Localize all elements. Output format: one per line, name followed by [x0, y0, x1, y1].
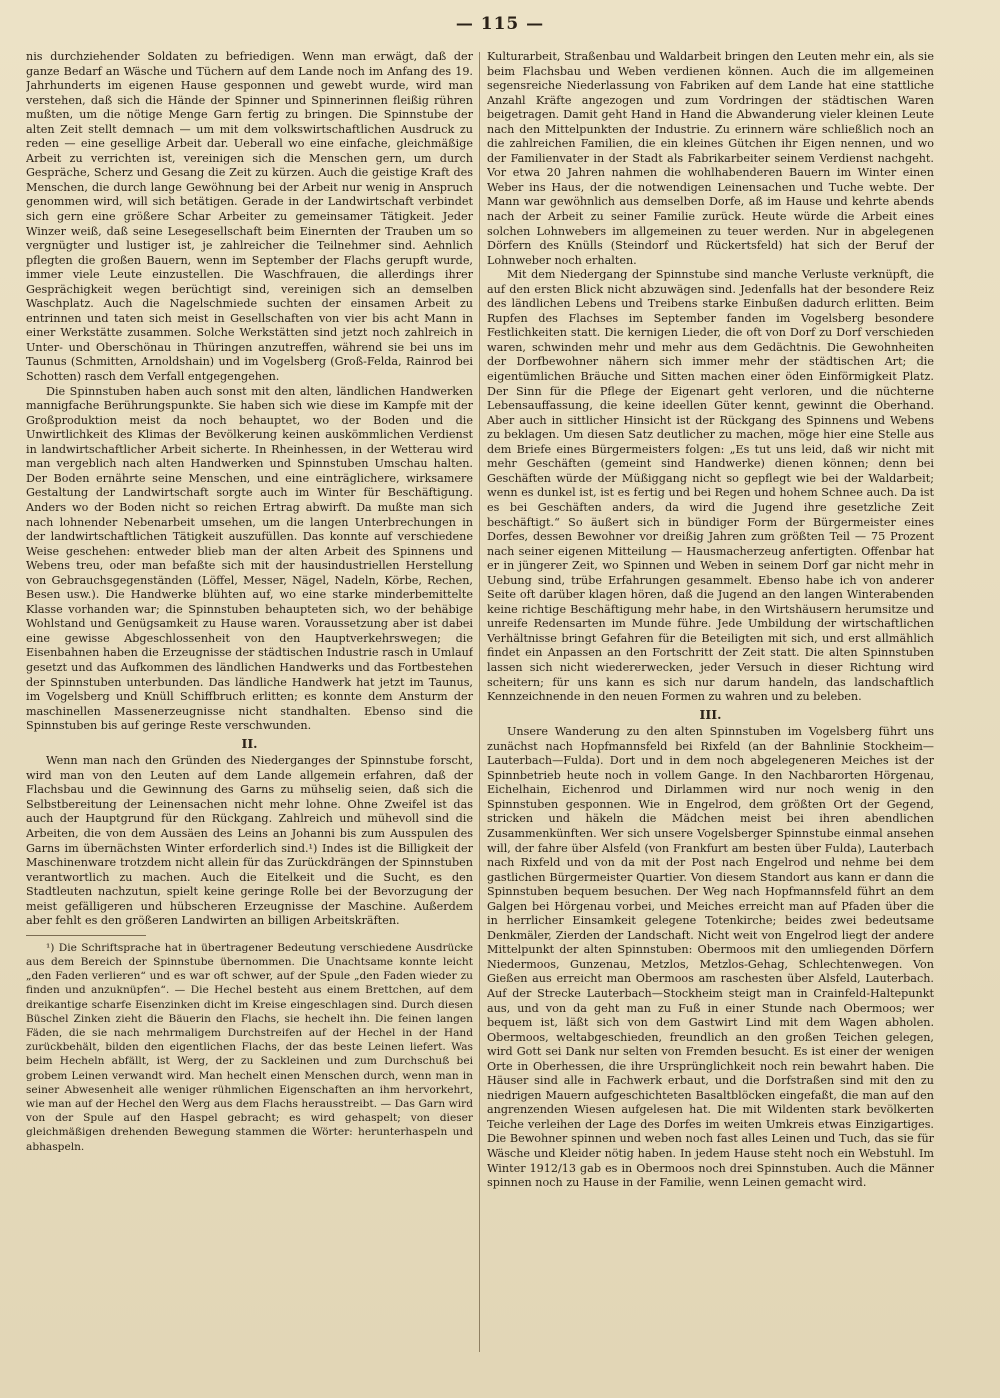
paragraph: Kulturarbeit, Straßenbau und Waldarbeit bringen den Leuten mehr ein, als sie beim Flachsbau und Weben verdienen können. Auch die im allgemeinen segensreiche Niederlassung von Fabriken auf dem Lande hat eine stattliche Anzahl Kräfte angezogen und zum Vordringen der städtischen Waren beigetragen. Damit geht Hand in Hand die Abwanderung vieler kleinen Leute nach den Mittelpunkten der Industrie. Zu erinnern wäre schließlich noch an die zahlreichen Familien, die ein kleines Gütchen ihr Eigen nennen, und wo der Familienvater in der Stadt als Fabrikarbeiter seinem Verdienst nachgeht. Vor etwa 20 Jahren nahmen die wohlhabenderen Bauern im Winter einen Weber ins Haus, der die notwendigen Leinensachen und Tuche webte. Der Mann war gewöhnlich aus demselben Dorfe, aß im Hause und kehrte abends nach der Arbeit zu seiner Familie zurück. Heute würde die Arbeit eines solchen Lohnwebers im allgemeinen zu teuer werden. Nur in abgelegenen Dörfern des Knülls (Steindorf und Rückertsfeld) hat sich der Beruf der Lohnweber noch erhalten.: [487, 50, 934, 267]
footnote-rule: [26, 935, 146, 936]
right-column: [487, 50, 934, 1382]
section-heading-3: III.: [699, 706, 722, 722]
section-heading-2: II.: [241, 735, 258, 751]
page-number: — 115 —: [455, 14, 545, 34]
paragraph: Wenn man nach den Gründen des Niederganges der Spinnstube forscht, wird man von den Leuten auf dem Lande allgemein erfahren, daß der Flachsbau und die Gewinnung des Garns zu mühselig seien, daß sich die Selbstbereitung der Leinensachen nicht mehr lohne. Ohne Zweifel ist das auch der Hauptgrund für den Rückgang. Zahlreich und mühevoll sind die Arbeiten, die von dem Aussäen des Leins an Johanni bis zum Ausspulen des Garns im übernächsten Winter erforderlich sind.¹) Indes ist die Billigkeit der Maschinenware trotzdem nicht allein für das Zurückdrängen der Spinnstuben verantwortlich zu machen. Auch die Eitelkeit und die Sucht, es den Stadtleuten nachzutun, spielt keine geringe Rolle bei der Bevorzugung der meist gefälligeren und hübscheren Erzeugnisse der Maschine. Außerdem aber fehlt es den größeren Landwirten an billigen Arbeitskräften.: [26, 754, 473, 928]
paragraph: Mit dem Niedergang der Spinnstube sind manche Verluste verknüpft, die auf den ersten Blick nicht abzuwägen sind. Jedenfalls hat der besondere Reiz des ländlichen Lebens und Treibens starke Einbußen dadurch erlitten. Beim Rupfen des Flachses im September fanden im Vogelsberg besondere Festlichkeiten statt. Die kernigen Lieder, die oft von Dorf zu Dorf verschieden waren, schwinden mehr und mehr aus dem Gedächtnis. Die Gewohnheiten der Dorfbewohner nähern sich immer mehr der städtischen Art; die eigentümlichen Bräuche und Sitten machen einer öden Einförmigkeit Platz. Der Sinn für die Pflege der Eigenart geht verloren, und die nüchterne Lebensauffassung, die keine ideellen Güter kennt, gewinnt die Oberhand. Aber auch in sittlicher Hinsicht ist der Rückgang des Spinnens und Webens zu beklagen. Um diesen Satz deutlicher zu machen, möge hier eine Stelle aus dem Briefe eines Bürgermeisters folgen: „Es tut uns leid, daß wir nicht mit mehr Geschäften (gemeint sind Handwerke) dienen können; denn bei Geschäften würde der Müßiggang nicht so gepflegt wie bei der Waldarbeit; wenn es dunkel ist, ist es fertig und bei Regen und hohem Schnee auch. Da ist es bei Geschäften anders, da wird die Jugend ihre gesetzliche Zeit beschäftigt.“ So äußert sich in bündiger Form der Bürgermeister eines Dorfes, dessen Bewohner vor dreißig Jahren zum größten Teil — 75 Prozent nach seiner eigenen Mitteilung — Hausmacherzeug anfertigten. Offenbar hat er in jüngerer Zeit, wo Spinnen und Weben in seinem Dorf gar nicht mehr in Uebung sind, trübe Erfahrungen gesammelt. Ebenso habe ich von anderer Seite oft darüber klagen hören, daß die Jugend an den langen Winterabenden keine richtige Beschäftigung mehr habe, in den Wirtshäusern herumsitze und unreife Redensarten im Munde führe. Jede Umbildung der wirtschaftlichen Verhältnisse bringt Gefahren für die Beteiligten mit sich, und erst allmählich findet ein Anpassen an den Fortschritt der Zeit statt. Die alten Spinnstuben lassen sich nicht wiedererwecken, jeder Versuch in dieser Richtung wird scheitern; für uns kann es sich nur darum handeln, das landschaftlich Kennzeichnende in den neuen Formen zu wahren und zu beleben.: [487, 268, 934, 704]
footnote: ¹) Die Schriftsprache hat in übertragener Bedeutung verschiedene Ausdrücke aus dem Bereich der Spinnstube übernommen. Die Unachtsame konnte leicht „den Faden verlieren“ und es war oft schwer, auf der Spule „den Faden wieder zu finden und anzuknüpfen“. — Die Hechel besteht aus einem Brettchen, auf dem dreikantige scharfe Eisenzinken dicht im Kreise eingeschlagen sind. Durch diesen Büschel Zinken zieht die Bäuerin den Flachs, sie hechelt ihn. Die feinen langen Fäden, die sie nach mehrmaligem Durchstreifen auf der Hechel in der Hand zurückbehält, bilden den eigentlichen Flachs, der das beste Leinen liefert. Was beim Hecheln abfällt, ist Werg, der zu Sackleinen und zum Durchschuß bei grobem Leinen verwandt wird. Man hechelt einen Menschen durch, wenn man in seiner Abwesenheit alle weniger rühmlichen Eigenschaften an ihm hervorkehrt, wie man auf der Hechel den Werg aus dem Flachs herausstreibt. — Das Garn wird von der Spule auf den Haspel gebracht; es wird gehaspelt; von dieser gleichmäßigen drehenden Bewegung stammen die Wörter: herunterhaspeln und abhaspeln.: [26, 941, 473, 1153]
left-column: [26, 50, 473, 1382]
paragraph: Die Spinnstuben haben auch sonst mit den alten, ländlichen Handwerken mannigfache Berührungspunkte. Sie haben sich wie diese im Kampfe mit der Großproduktion meist da noch behauptet, wo der Boden und die Unwirtlichkeit des Klimas der Bevölkerung keinen auskömmlichen Verdienst in landwirtschaftlicher Arbeit sicherte. In Rheinhessen, in der Wetterau wird man vergeblich nach alten Handwerken und Spinnstuben Umschau halten. Der Boden ernährte seine Menschen, und eine einträglichere, wirksamere Gestaltung der Landwirtschaft sorgte auch im Winter für Beschäftigung. Anders wo der Boden nicht so reichen Ertrag abwirft. Da mußte man sich nach lohnender Nebenarbeit umsehen, um die langen Unterbrechungen in der landwirtschaftlichen Tätigkeit auszufüllen. Das konnte auf verschiedene Weise geschehen: entweder blieb man der alten Arbeit des Spinnens und Webens treu, oder man befaßte sich mit der hausindustriellen Herstellung von Gebrauchsgegenständen (Löffel, Messer, Nägel, Nadeln, Körbe, Rechen, Besen usw.). Die Handwerke blühten auf, wo eine starke minderbemittelte Klasse vorhanden war; die Spinnstuben behaupteten sich, wo der behäbige Wohlstand und Genügsamkeit zu Hause waren. Voraussetzung aber ist dabei eine gewisse Abgeschlossenheit von den Hauptverkehrswegen; die Eisenbahnen haben die Erzeugnisse der städtischen Industrie rasch in Umlauf gesetzt und das Aufkommen des ländlichen Handwerks und das Fortbestehen der Spinnstuben unterbunden. Das ländliche Handwerk hat jetzt im Taunus, im Vogelsberg und Knüll Schiffbruch erlitten; es konnte dem Ansturm der maschinellen Massenerzeugnisse nicht standhalten. Ebenso sind die Spinnstuben bis auf geringe Reste verschwunden.: [26, 384, 473, 733]
paragraph: nis durchziehender Soldaten zu befriedigen. Wenn man erwägt, daß der ganze Bedarf an Wäsche und Tüchern auf dem Lande noch im Anfang des 19. Jahrhunderts im eigenen Hause gesponnen und gewebt wurde, wird man verstehen, daß sich die Hände der Spinner und Spinnerinnen fleißig rühren mußten, um die nötige Menge Garn fertig zu bringen. Die Spinnstube der alten Zeit stellt demnach — um mit dem volkswirtschaftlichen Ausdruck zu reden — eine gesellige Arbeit dar. Ueberall wo eine einfache, gleichmäßige Arbeit zu verrichten ist, vereinigen sich die Menschen gern, um durch Gespräche, Scherz und Gesang die Zeit zu kürzen. Auch die geistige Kraft des Menschen, die durch lange Gewöhnung bei der Arbeit nur wenig in Anspruch genommen wird, will sich betätigen. Gerade in der Landwirtschaft verbindet sich gern eine größere Schar Arbeiter zu gemeinsamer Tätigkeit. Jeder Winzer weiß, daß seine Lesegesellschaft beim Einernten der Trauben um so vergnügter und lustiger ist, je zahlreicher die Teilnehmer sind. Aehnlich pflegten die großen Bauern, wenn im September der Flachs gerupft wurde, immer viele Leute einzustellen. Die Waschfrauen, die allerdings ihrer Gesprächigkeit wegen berüchtigt sind, vereinigen sich an demselben Waschplatz. Auch die Nagelschmiede suchten der einsamen Arbeit zu entrinnen und taten sich meist in Gesellschaften von vier bis acht Mann in einer Werkstätte zusammen. Solche Werkstätten sind jetzt noch zahlreich in Unter- und Oberschönau in Thüringen anzutreffen, während sie bei uns im Taunus (Schmitten, Arnoldshain) und im Vogelsberg (Groß-Felda, Rainrod bei Schotten) rasch dem Verfall entgegengehen.: [26, 50, 473, 384]
paragraph: Unsere Wanderung zu den alten Spinnstuben im Vogelsberg führt uns zunächst nach Hopfmannsfeld bei Rixfeld (an der Bahnlinie Stockheim—Lauterbach—Fulda). Dort und in dem noch abgelegeneren Meiches ist der Spinnbetrieb heute noch in vollem Gange. In den Nachbarorten Hörgenau, Eichelhain, Eichenrod und Dirlammen wird nur noch wenig in den Spinnstuben gesponnen. Wie in Engelrod, dem größten Ort der Gegend, stricken und häkeln die Mädchen meist bei ihren abendlichen Zusammenkünften. Wer sich unsere Vogelsberger Spinnstube einmal ansehen will, der fahre über Alsfeld (von Frankfurt am besten über Fulda), Lauterbach nach Rixfeld und von da mit der Post nach Engelrod und nehme bei dem gastlichen Bürgermeister Quartier. Von diesem Standort aus kann er dann die Spinnstuben bequem besuchen. Der Weg nach Hopfmannsfeld führt an dem Galgen bei Hörgenau vorbei, und Meiches erreicht man auf Pfaden über die in herrlicher Einsamkeit gelegene Totenkirche; beides zwei bedeutsame Denkmäler, Zierden der Landschaft. Nicht weit von Engelrod liegt der andere Mittelpunkt der alten Spinnstuben: Obermoos mit den umliegenden Dörfern Niedermoos, Gunzenau, Metzlos, Metzlos-Gehag, Schlechtenwegen. Von Gießen aus erreicht man Obermoos am raschesten über Alsfeld, Lauterbach. Auf der Strecke Lauterbach—Stockheim steigt man in Crainfeld-Haltepunkt aus, und von da geht man zu Fuß in einer Stunde nach Obermoos; wer bequem ist, läßt sich von dem Gastwirt Lind mit dem Wagen abholen. Obermoos, weltabgeschieden, freundlich an den großen Teichen gelegen, wird Gott sei Dank nur selten von Fremden besucht. Es ist einer der wenigen Orte in Oberhessen, die ihre Ursprünglichkeit noch rein bewahrt haben. Die Häuser sind alle in Fachwerk erbaut, und die Dorfstraßen sind mit den zu niedrigen Mauern aufgeschichteten Basaltblöcken eingefaßt, die man auf den angrenzenden Wiesen aufgelesen hat. Die mit Wildenten stark bevölkerten Teiche verleihen der Lage des Dorfes im weiten Umkreis etwas Einzigartiges. Die Bewohner spinnen und weben noch fast alles Leinen und Tuch, das sie für Wäsche und Kleider nötig haben. In jedem Hause steht noch ein Webstuhl. Im Winter 1912/13 gab es in Obermoos noch drei Spinnstuben. Auch die Männer spinnen noch zu Hause in der Familie, wenn Leinen gemacht wird.: [487, 725, 934, 1190]
column-divider: [479, 52, 480, 1352]
